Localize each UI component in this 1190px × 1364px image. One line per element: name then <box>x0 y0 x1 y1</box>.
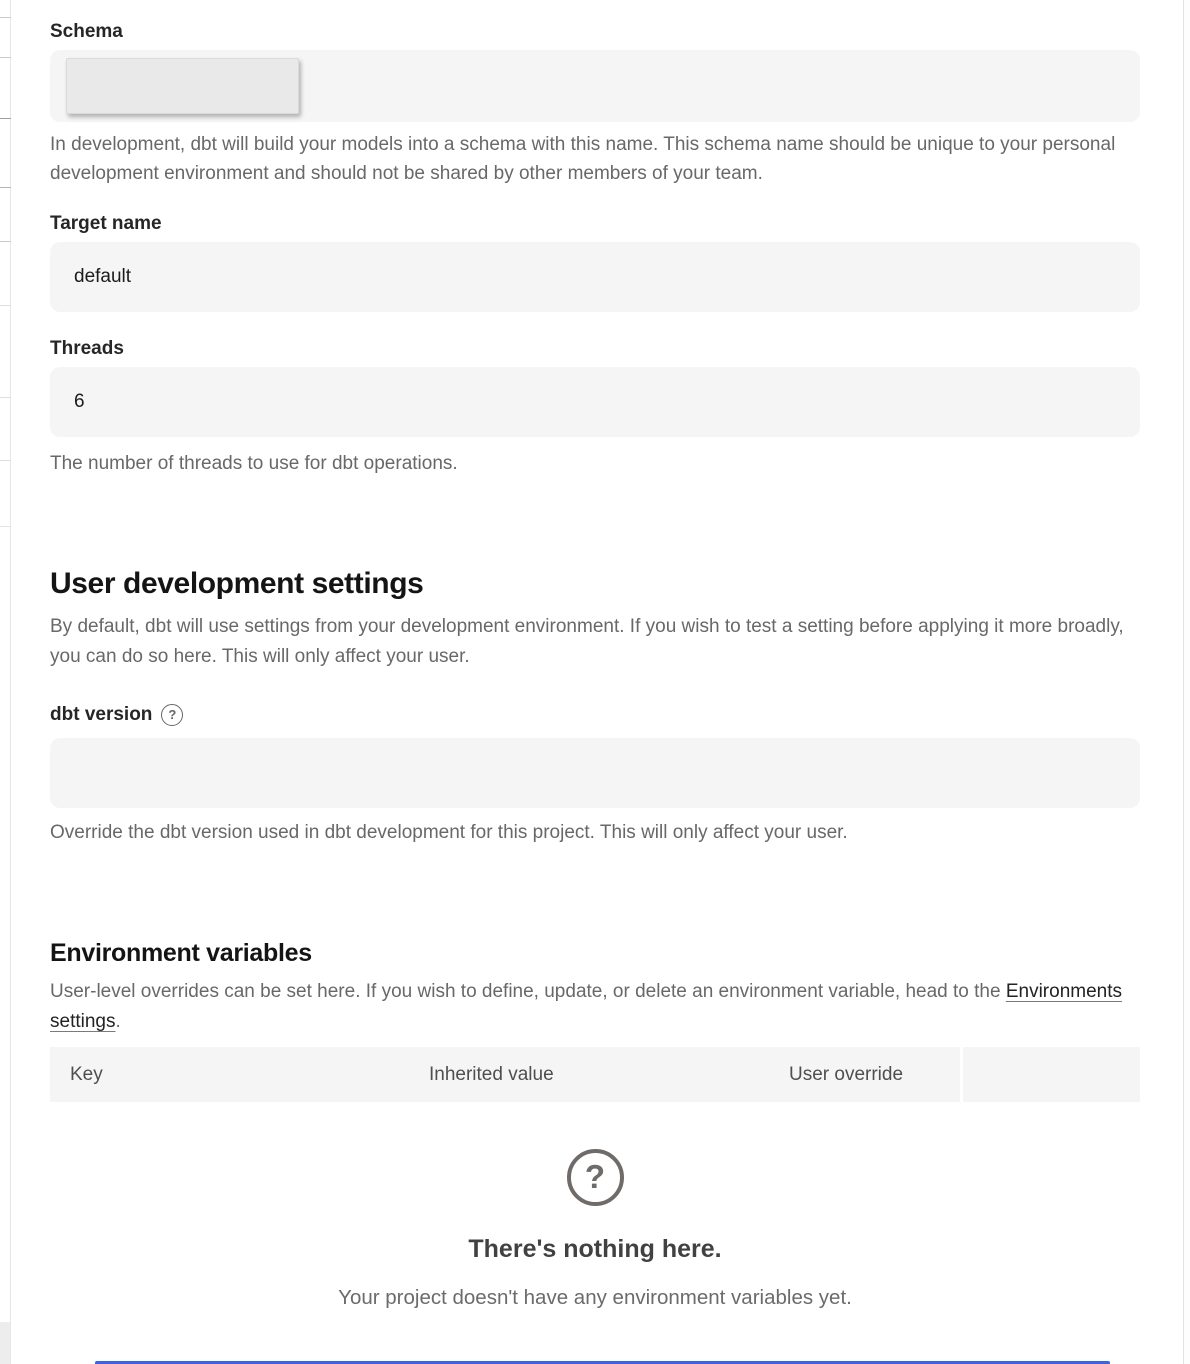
dbt-version-label-row <box>50 703 1140 727</box>
panel-divider <box>0 187 11 188</box>
threads-input[interactable] <box>50 367 1140 437</box>
right-panel-edge <box>1183 0 1190 1364</box>
panel-divider <box>0 118 11 119</box>
environment-variables-title: Environment variables <box>50 939 312 967</box>
help-question-icon[interactable]: ? <box>161 704 183 726</box>
user-development-settings-description: By default, dbt will use settings from your development environment. If you wish to test a setting before applying it more broadly, you can do so here. This will only affect your user. <box>50 616 1124 667</box>
redacted-schema-value <box>66 58 299 114</box>
threads-help-text: The number of threads to use for dbt operations. <box>50 453 458 474</box>
column-header-actions <box>963 1047 1140 1102</box>
scrollbar-thumb[interactable] <box>0 1322 10 1364</box>
column-header-inherited-value: Inherited value <box>429 1047 789 1102</box>
panel-divider <box>0 17 11 18</box>
dbt-version-label: dbt version <box>50 704 153 725</box>
column-header-user-override: User override <box>789 1047 960 1102</box>
schema-input[interactable] <box>50 50 1140 122</box>
panel-divider <box>0 397 11 398</box>
env-vars-description-period: . <box>115 1010 121 1032</box>
env-var-table-header <box>50 1047 1140 1102</box>
dbt-version-input[interactable] <box>50 738 1140 808</box>
panel-divider <box>0 526 11 527</box>
env-var-empty-state <box>50 1149 1140 1312</box>
panel-divider <box>0 305 11 306</box>
dbt-version-help-text: Override the dbt version used in dbt development for this project. This will only affect your user. <box>50 822 848 843</box>
panel-divider <box>0 57 11 58</box>
credentials-settings-panel <box>50 0 1140 1312</box>
threads-label: Threads <box>50 338 124 359</box>
environments-settings-link[interactable]: Environments settings <box>50 981 1123 1032</box>
question-circle-icon: ? <box>567 1149 624 1206</box>
left-panel-edge <box>0 0 11 1364</box>
env-vars-description-text: User-level overrides can be set here. If you wish to define, update, or delete an environment variable, head to the <box>50 981 1006 1002</box>
panel-divider <box>0 241 11 242</box>
environment-variables-description <box>50 977 1140 1036</box>
user-development-settings-title: User development settings <box>50 567 424 600</box>
target-name-input[interactable] <box>50 242 1140 312</box>
panel-divider <box>0 460 11 461</box>
column-header-key: Key <box>50 1047 429 1102</box>
target-name-label: Target name <box>50 213 162 234</box>
schema-help-text: In development, dbt will build your models into a schema with this name. This schema name should be unique to your personal development environment and should not be shared by other members of your team. <box>50 134 1116 184</box>
schema-label: Schema <box>50 21 123 42</box>
empty-state-title: There's nothing here. <box>468 1235 722 1263</box>
empty-state-subtitle: Your project doesn't have any environment variables yet. <box>338 1286 852 1309</box>
